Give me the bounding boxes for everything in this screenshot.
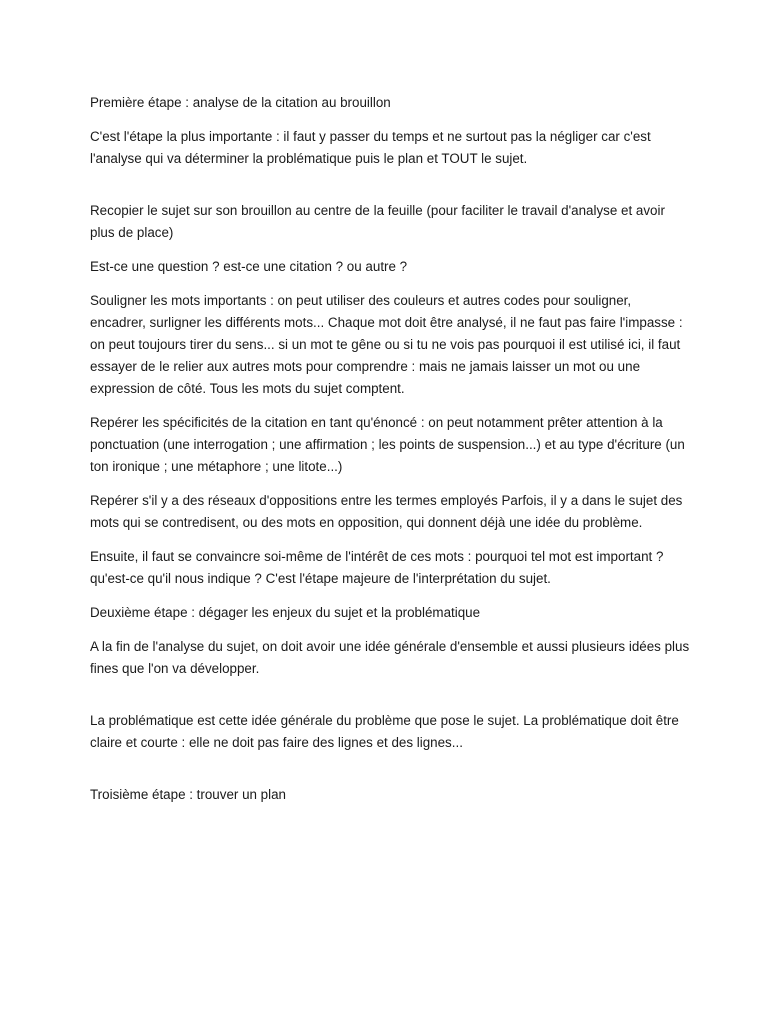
paragraph-question-type: Est-ce une question ? est-ce une citation ? ou autre ? xyxy=(90,259,408,274)
paragraph-underline-words: Souligner les mots importants : on peut utiliser des couleurs et autres codes pour souligner, encadrer, surligner les différents mots... Chaque mot doit être analysé, il ne faut pas faire l'impasse : on peut toujours tirer du sens... si un mot te gêne ou si tu ne vois pas pourquoi il est utilisé ici, il faut essayer de le relier aux autres mots pour comprendre : mais ne jamais laisser un mot ou une expression de côté. Tous les mots du sujet comptent. xyxy=(90,293,683,396)
heading-step-two: Deuxième étape : dégager les enjeux du sujet et la problématique xyxy=(90,605,481,620)
paragraph-oppositions: Repérer s'il y a des réseaux d'oppositions entre les termes employés Parfois, il y a dans le sujet des mots qui se contredisent, ou des mots en opposition, qui donnent déjà une idée du problème. xyxy=(90,493,683,530)
paragraph-interpretation: Ensuite, il faut se convaincre soi-même de l'intérêt de ces mots : pourquoi tel mot est important ? qu'est-ce qu'il nous indique ? C'est l'étape majeure de l'interprétation du sujet. xyxy=(90,549,664,586)
paragraph-specificities: Repérer les spécificités de la citation en tant qu'énoncé : on peut notamment prêter attention à la ponctuation (une interrogation ; une affirmation ; les points de suspension...) et au type d'écriture (un ton ironique ; une métaphore ; une litote...) xyxy=(90,415,685,474)
heading-step-three: Troisième étape : trouver un plan xyxy=(90,787,287,802)
paragraph-importance: C'est l'étape la plus importante : il faut y passer du temps et ne surtout pas la négliger car c'est l'analyse qui va déterminer la problématique puis le plan et TOUT le sujet. xyxy=(90,129,651,166)
paragraph-general-idea: A la fin de l'analyse du sujet, on doit avoir une idée générale d'ensemble et aussi plusieurs idées plus fines que l'on va développer. xyxy=(90,639,690,676)
paragraph-copy-subject: Recopier le sujet sur son brouillon au centre de la feuille (pour faciliter le travail d'analyse et avoir plus de place) xyxy=(90,203,665,240)
paragraph-problematique: La problématique est cette idée générale du problème que pose le sujet. La problématique doit être claire et courte : elle ne doit pas faire des lignes et des lignes... xyxy=(90,713,679,750)
heading-step-one: Première étape : analyse de la citation au brouillon xyxy=(90,95,391,110)
document-body xyxy=(90,92,690,818)
